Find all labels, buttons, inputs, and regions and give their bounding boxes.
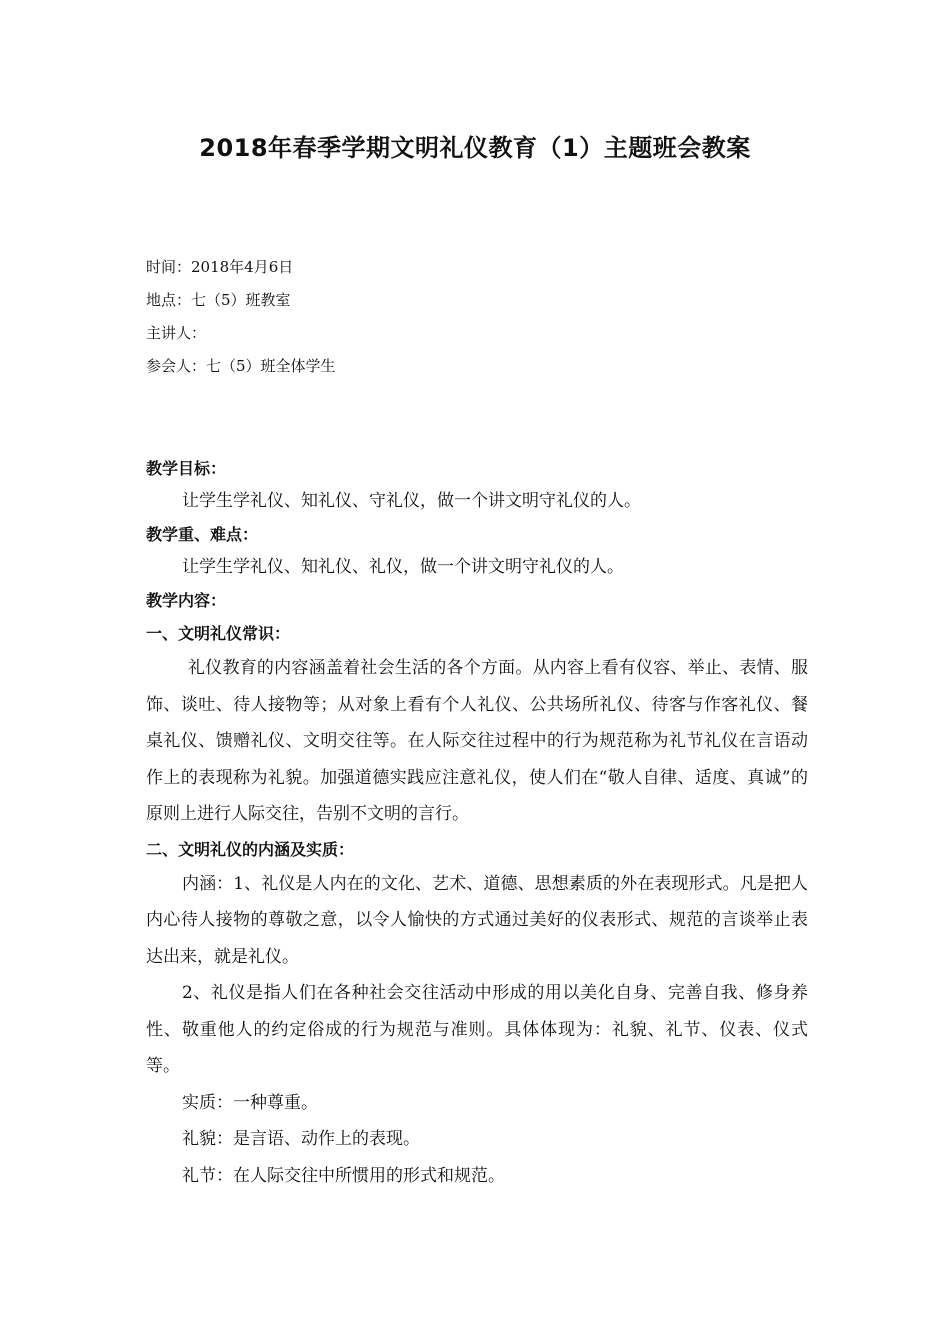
keypoints-text: 让学生学礼仪、知礼仪、礼仪，做一个讲文明守礼仪的人。 (182, 557, 624, 577)
goal-text: 让学生学礼仪、知礼仪、守礼仪，做一个讲文明守礼仪的人。 (182, 491, 641, 511)
meta-time: 时间：2018年4月6日 (146, 258, 294, 276)
meta-participants: 参会人：七（5）班全体学生 (146, 357, 336, 375)
meta-speaker: 主讲人： (146, 324, 207, 342)
politeness-line: 礼貌：是言语、动作上的表现。 (182, 1129, 420, 1149)
section1-heading: 一、文明礼仪常识： (146, 624, 291, 643)
goal-heading: 教学目标： (146, 459, 227, 478)
essence-line: 实质：一种尊重。 (182, 1092, 318, 1113)
meta-place: 地点：七（5）班教室 (146, 291, 291, 309)
keypoints-heading: 教学重、难点： (146, 525, 259, 544)
section2-heading: 二、文明礼仪的内涵及实质： (146, 839, 355, 859)
section2-paragraph-1: 内涵：1、礼仪是人内在的文化、艺术、道德、思想素质的外在表现形式。凡是把人内心待人接物的尊敬之意，以令人愉快的方式通过美好的仪表形式、规范的言谈举止表达出来，就是礼仪。 (146, 873, 808, 967)
section1-paragraph: 礼仪教育的内容涵盖着社会生活的各个方面。从内容上看有仪容、举止、表情、服饰、谈吐、待人接物等；从对象上看有个人礼仪、公共场所礼仪、待客与作客礼仪、餐桌礼仪、馈赠礼仪、文明交往等。在人际交往过程中的行为规范称为礼节礼仪在言语动作上的表现称为礼貌。加强道德实践应注意礼仪，使人们在“敬人自律、适度、真诚”的原则上进行人际交往，告别不文明的言行。 (146, 658, 808, 824)
document-title: 2018年春季学期文明礼仪教育（1）主题班会教案 (199, 134, 751, 162)
section2-paragraph-2: 2、礼仪是指人们在各种社会交往活动中形成的用以美化自身、完善自我、修身养性、敬重他人的约定俗成的行为规范与准则。具体体现为：礼貌、礼节、仪表、仪式等。 (146, 983, 808, 1076)
content-heading: 教学内容： (146, 591, 227, 610)
etiquette-line: 礼节：在人际交往中所惯用的形式和规范。 (182, 1165, 505, 1186)
document-body (146, 452, 808, 1194)
